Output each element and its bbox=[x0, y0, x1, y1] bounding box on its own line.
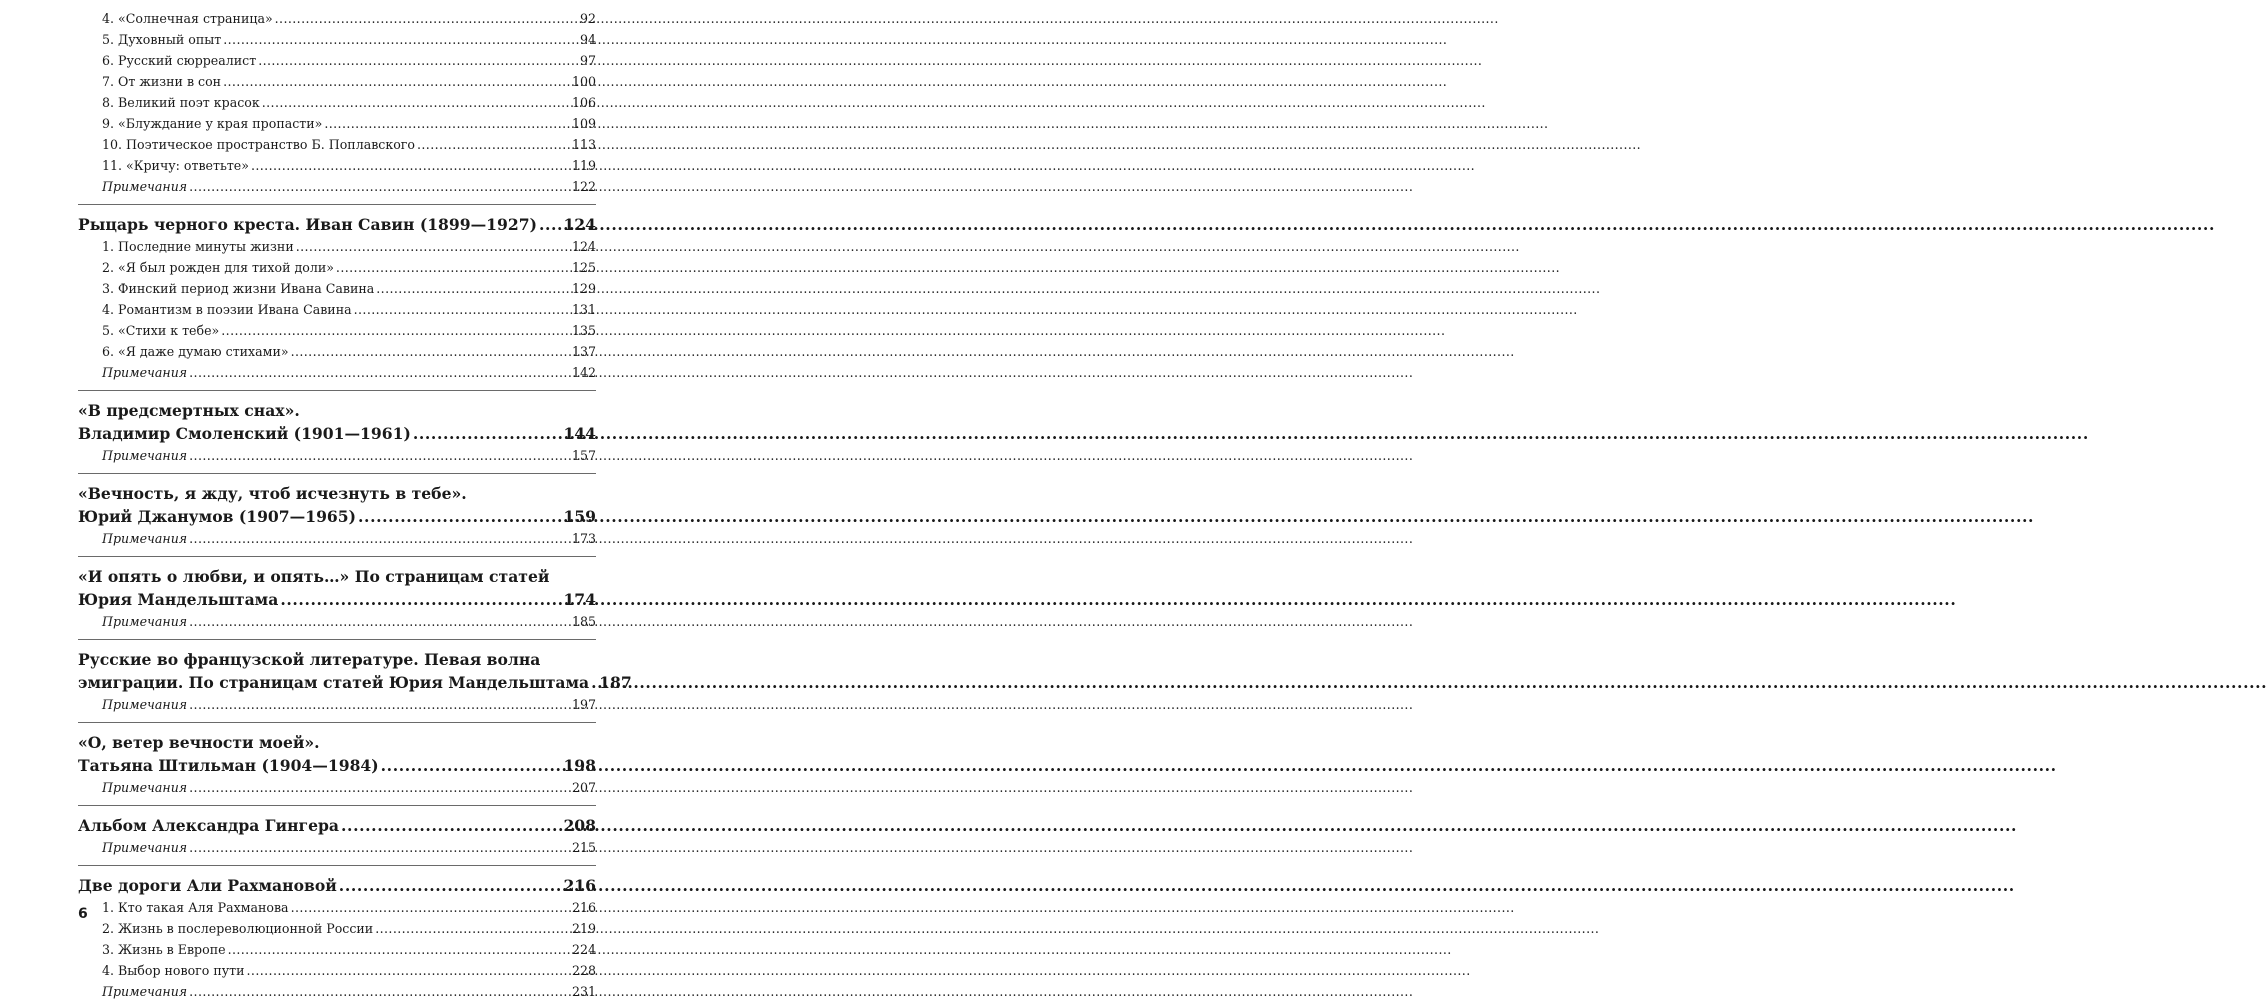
toc-section bbox=[78, 213, 596, 383]
dot-leader bbox=[189, 445, 570, 466]
toc-section bbox=[78, 399, 596, 466]
entry-title: Примечания bbox=[102, 179, 188, 194]
toc-notes-entry[interactable] bbox=[78, 777, 596, 798]
dot-leader bbox=[189, 362, 570, 383]
dot-leader bbox=[189, 528, 570, 549]
toc-subentry[interactable] bbox=[78, 918, 596, 939]
toc-notes-entry[interactable] bbox=[78, 445, 596, 466]
entry-page-number: 159 bbox=[563, 507, 596, 526]
entry-title: 4. «Солнечная страница» bbox=[102, 11, 273, 26]
entry-page-number: 219 bbox=[571, 921, 596, 936]
dot-leader bbox=[376, 278, 570, 299]
entry-title: 4. Романтизм в поэзии Ивана Савина bbox=[102, 302, 352, 317]
dot-leader bbox=[539, 213, 561, 236]
dot-leader bbox=[189, 777, 570, 798]
dot-leader bbox=[381, 754, 562, 777]
entry-page-number: 125 bbox=[571, 260, 596, 275]
toc-subentry[interactable] bbox=[78, 236, 596, 257]
toc-subentry[interactable] bbox=[78, 278, 596, 299]
entry-title: 9. «Блуждание у края пропасти» bbox=[102, 116, 323, 131]
entry-title: Примечания bbox=[102, 448, 188, 463]
toc-chapter-entry[interactable] bbox=[78, 874, 596, 897]
toc-chapter-entry[interactable] bbox=[78, 814, 596, 837]
entry-page-number: 92 bbox=[579, 11, 596, 26]
entry-title: 3. Финский период жизни Ивана Савина bbox=[102, 281, 375, 296]
dot-leader bbox=[251, 155, 570, 176]
dot-leader bbox=[324, 113, 570, 134]
toc-subentry[interactable] bbox=[78, 50, 596, 71]
toc-subentry[interactable] bbox=[78, 92, 596, 113]
entry-title: 2. Жизнь в послереволюционной России bbox=[102, 921, 374, 936]
entry-title: Примечания bbox=[102, 697, 188, 712]
entry-title: Рыцарь черного креста. Иван Савин (1899—1927) bbox=[78, 215, 537, 234]
entry-title: Примечания bbox=[102, 780, 188, 795]
dot-leader bbox=[336, 257, 570, 278]
entry-title: 1. Последние минуты жизни bbox=[102, 239, 294, 254]
dot-leader bbox=[223, 71, 570, 92]
dot-leader bbox=[375, 918, 570, 939]
toc-notes-entry[interactable] bbox=[78, 611, 596, 632]
entry-page-number: 197 bbox=[571, 697, 596, 712]
entry-page-number: 119 bbox=[571, 158, 596, 173]
chapter-title-line: «И опять о любви, и опять…» По страницам статей bbox=[78, 567, 550, 586]
chapter-title-line: «О, ветер вечности моей». bbox=[78, 733, 320, 752]
entry-title: Татьяна Штильман (1904—1984) bbox=[78, 756, 379, 775]
dot-leader bbox=[591, 671, 597, 694]
dot-leader bbox=[291, 897, 570, 918]
dot-leader bbox=[189, 611, 570, 632]
entry-page-number: 122 bbox=[571, 179, 596, 194]
entry-page-number: 174 bbox=[563, 590, 596, 609]
entry-title: Юрий Джанумов (1907—1965) bbox=[78, 507, 357, 526]
toc-section bbox=[78, 648, 632, 715]
entry-page-number: 97 bbox=[579, 53, 596, 68]
toc-subentry[interactable] bbox=[78, 299, 596, 320]
dot-leader bbox=[262, 92, 570, 113]
entry-page-number: 216 bbox=[563, 876, 596, 895]
toc-chapter-entry[interactable] bbox=[78, 588, 596, 611]
entry-title: 11. «Кричу: ответьте» bbox=[102, 158, 249, 173]
toc-chapter-entry[interactable] bbox=[78, 422, 596, 445]
entry-page-number: 144 bbox=[563, 424, 596, 443]
dot-leader bbox=[228, 939, 570, 960]
dot-leader bbox=[339, 874, 562, 897]
entry-title: 10. Поэтическое пространство Б. Поплавского bbox=[102, 137, 415, 152]
entry-page-number: 129 bbox=[571, 281, 596, 296]
toc-subentry[interactable] bbox=[78, 8, 596, 29]
toc-notes-entry[interactable] bbox=[78, 837, 596, 858]
entry-page-number: 187 bbox=[599, 673, 632, 692]
toc-subentry[interactable] bbox=[78, 341, 596, 362]
entry-title: 5. «Стихи к тебе» bbox=[102, 323, 220, 338]
entry-page-number: 106 bbox=[571, 95, 596, 110]
entry-title: Примечания bbox=[102, 840, 188, 855]
toc-section bbox=[78, 8, 596, 197]
dot-leader bbox=[280, 588, 561, 611]
entry-page-number: 228 bbox=[571, 963, 596, 978]
dot-leader bbox=[221, 320, 570, 341]
entry-title: Примечания bbox=[102, 614, 188, 629]
entry-page-number: 157 bbox=[571, 448, 596, 463]
toc-subentry[interactable] bbox=[78, 939, 596, 960]
dot-leader bbox=[291, 341, 570, 362]
dot-leader bbox=[358, 505, 561, 528]
dot-leader bbox=[223, 29, 578, 50]
toc-section bbox=[78, 814, 596, 858]
dot-leader bbox=[189, 694, 570, 715]
entry-title: Юрия Мандельштама bbox=[78, 590, 279, 609]
entry-page-number: 216 bbox=[571, 900, 596, 915]
toc-chapter-entry[interactable] bbox=[78, 671, 632, 694]
toc-section bbox=[78, 482, 596, 549]
entry-title: 4. Выбор нового пути bbox=[102, 963, 245, 978]
toc-notes-entry[interactable] bbox=[78, 694, 596, 715]
entry-page-number: 185 bbox=[571, 614, 596, 629]
toc-chapter-entry[interactable] bbox=[78, 754, 596, 777]
entry-title: 6. «Я даже думаю стихами» bbox=[102, 344, 289, 359]
entry-page-number: 135 bbox=[571, 323, 596, 338]
dot-leader bbox=[189, 176, 570, 197]
entry-page-number: 124 bbox=[571, 239, 596, 254]
chapter-title-line: Русские во французской литературе. Певая волна bbox=[78, 650, 541, 669]
entry-title: Две дороги Али Рахмановой bbox=[78, 876, 337, 895]
entry-page-number: 142 bbox=[571, 365, 596, 380]
dot-leader bbox=[258, 50, 578, 71]
dot-leader bbox=[247, 960, 570, 981]
toc-subentry[interactable] bbox=[78, 113, 596, 134]
dot-leader bbox=[341, 814, 561, 837]
entry-page-number: 198 bbox=[563, 756, 596, 775]
entry-page-number: 208 bbox=[563, 816, 596, 835]
entry-page-number: 131 bbox=[571, 302, 596, 317]
toc-section bbox=[78, 731, 596, 798]
toc-chapter-entry[interactable] bbox=[78, 213, 596, 236]
toc-chapter-entry[interactable] bbox=[78, 505, 596, 528]
toc-subentry[interactable] bbox=[78, 71, 596, 92]
entry-page-number: 224 bbox=[571, 942, 596, 957]
entry-page-number: 100 bbox=[571, 74, 596, 89]
entry-page-number: 109 bbox=[571, 116, 596, 131]
entry-title: 2. «Я был рожден для тихой доли» bbox=[102, 260, 334, 275]
entry-title: 8. Великий поэт красок bbox=[102, 95, 260, 110]
entry-page-number: 113 bbox=[571, 137, 596, 152]
dot-leader bbox=[413, 422, 562, 445]
entry-page-number: 94 bbox=[579, 32, 596, 47]
entry-title: эмиграции. По страницам статей Юрия Мандельштама bbox=[78, 673, 590, 692]
toc-notes-entry[interactable] bbox=[78, 362, 596, 383]
entry-title: Примечания bbox=[102, 984, 188, 999]
entry-title: Альбом Александра Гингера bbox=[78, 816, 340, 835]
page-number: 6 bbox=[78, 906, 88, 922]
entry-title: Примечания bbox=[102, 531, 188, 546]
table-of-contents bbox=[78, 8, 632, 1002]
toc-subentry[interactable] bbox=[78, 155, 596, 176]
toc-subentry[interactable] bbox=[78, 960, 596, 981]
entry-page-number: 215 bbox=[571, 840, 596, 855]
toc-notes-entry[interactable] bbox=[78, 176, 596, 197]
entry-title: 7. От жизни в сон bbox=[102, 74, 222, 89]
toc-section bbox=[78, 565, 596, 632]
entry-page-number: 207 bbox=[571, 780, 596, 795]
toc-subentry[interactable] bbox=[78, 257, 596, 278]
dot-leader bbox=[354, 299, 570, 320]
dot-leader bbox=[275, 8, 578, 29]
entry-title: 1. Кто такая Аля Рахманова bbox=[102, 900, 289, 915]
entry-page-number: 137 bbox=[571, 344, 596, 359]
toc-subentry[interactable] bbox=[78, 897, 596, 918]
toc-section bbox=[78, 874, 596, 1002]
entry-page-number: 173 bbox=[571, 531, 596, 546]
dot-leader bbox=[296, 236, 570, 257]
toc-subentry[interactable] bbox=[78, 134, 596, 155]
toc-notes-entry[interactable] bbox=[78, 981, 596, 1002]
entry-page-number: 124 bbox=[563, 215, 596, 234]
toc-subentry[interactable] bbox=[78, 320, 596, 341]
entry-title: 3. Жизнь в Европе bbox=[102, 942, 226, 957]
dot-leader bbox=[189, 837, 570, 858]
entry-title: 5. Духовный опыт bbox=[102, 32, 222, 47]
entry-title: 6. Русский сюрреалист bbox=[102, 53, 257, 68]
dot-leader bbox=[189, 981, 570, 1002]
toc-subentry[interactable] bbox=[78, 29, 596, 50]
entry-title: Владимир Смоленский (1901—1961) bbox=[78, 424, 411, 443]
chapter-title-line: «В предсмертных снах». bbox=[78, 401, 300, 420]
chapter-title-line: «Вечность, я жду, чтоб исчезнуть в тебе». bbox=[78, 484, 467, 503]
entry-page-number: 231 bbox=[571, 984, 596, 999]
toc-notes-entry[interactable] bbox=[78, 528, 596, 549]
dot-leader bbox=[417, 134, 570, 155]
entry-title: Примечания bbox=[102, 365, 188, 380]
